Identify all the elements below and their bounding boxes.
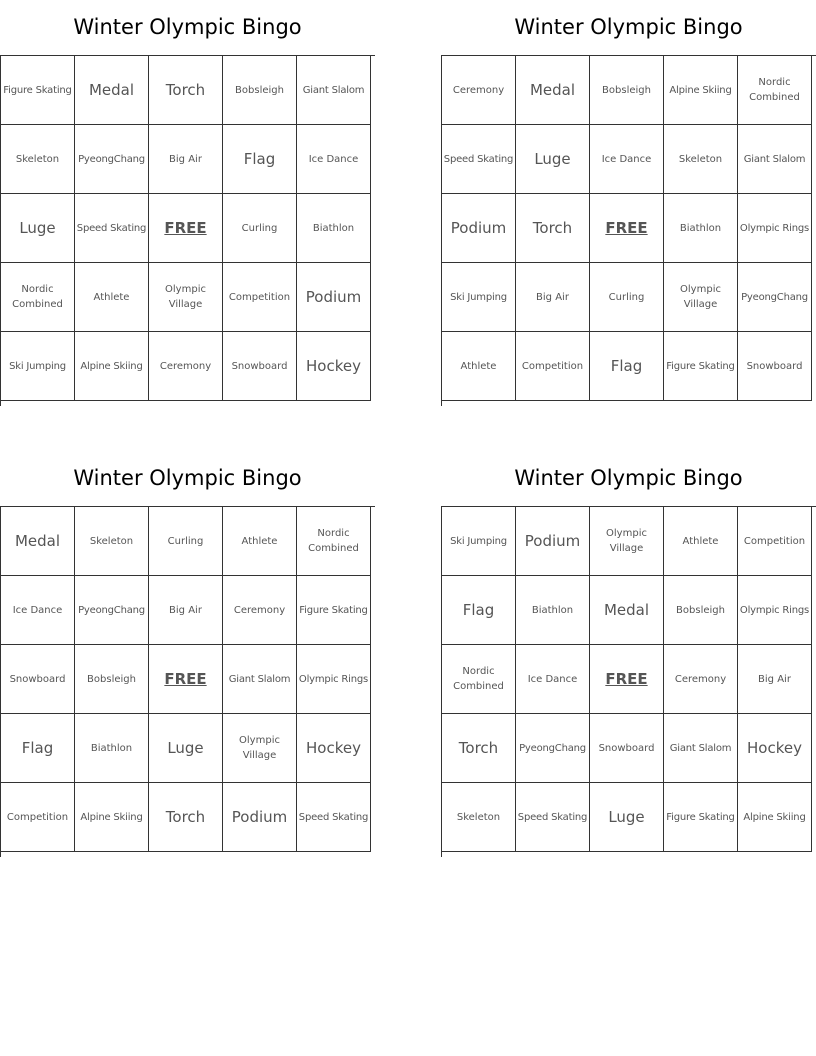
- bingo-cell: Big Air: [149, 125, 223, 194]
- bingo-cell: Nordic Combined: [297, 507, 371, 576]
- bingo-cell: Alpine Skiing: [75, 332, 149, 401]
- bingo-cell: Figure Skating: [1, 56, 75, 125]
- bingo-cell: Hockey: [297, 332, 371, 401]
- bingo-cell: Olympic Rings: [738, 194, 812, 263]
- bingo-cell: Flag: [442, 576, 516, 645]
- bingo-cell: Nordic Combined: [738, 56, 812, 125]
- bingo-cell: Luge: [1, 194, 75, 263]
- bingo-cell: Biathlon: [516, 576, 590, 645]
- bingo-cell: Ceremony: [223, 576, 297, 645]
- card-title: Winter Olympic Bingo: [73, 466, 302, 490]
- bingo-cell: Medal: [590, 576, 664, 645]
- bingo-cell: Bobsleigh: [223, 56, 297, 125]
- bingo-cell: PyeongChang: [516, 714, 590, 783]
- bingo-cell: Athlete: [75, 263, 149, 332]
- bingo-cell: Speed Skating: [442, 125, 516, 194]
- bingo-cell: Podium: [442, 194, 516, 263]
- bingo-cell: Ceremony: [664, 645, 738, 714]
- bingo-cell: Biathlon: [297, 194, 371, 263]
- bingo-cell: Skeleton: [442, 783, 516, 852]
- bingo-cell: Medal: [516, 56, 590, 125]
- bingo-cell: Figure Skating: [297, 576, 371, 645]
- bingo-cell: Alpine Skiing: [75, 783, 149, 852]
- bingo-cell: Snowboard: [1, 645, 75, 714]
- bingo-grid: [0, 55, 375, 406]
- free-space-cell: FREE: [590, 645, 664, 714]
- bingo-cell: Olympic Village: [590, 507, 664, 576]
- card-title: Winter Olympic Bingo: [514, 466, 743, 490]
- bingo-cell: Alpine Skiing: [738, 783, 812, 852]
- bingo-cell: Flag: [590, 332, 664, 401]
- bingo-cell: Olympic Village: [223, 714, 297, 783]
- bingo-cell: Torch: [149, 56, 223, 125]
- bingo-cell: Flag: [1, 714, 75, 783]
- bingo-cell: Biathlon: [75, 714, 149, 783]
- bingo-cell: Figure Skating: [664, 332, 738, 401]
- bingo-cell: Luge: [149, 714, 223, 783]
- bingo-cell: Podium: [223, 783, 297, 852]
- bingo-cell: Olympic Rings: [297, 645, 371, 714]
- bingo-cell: Skeleton: [75, 507, 149, 576]
- bingo-cell: PyeongChang: [738, 263, 812, 332]
- bingo-cell: Speed Skating: [75, 194, 149, 263]
- bingo-cell: Ceremony: [149, 332, 223, 401]
- bingo-cell: Giant Slalom: [297, 56, 371, 125]
- bingo-cell: Speed Skating: [516, 783, 590, 852]
- bingo-cell: Olympic Village: [664, 263, 738, 332]
- bingo-cell: Competition: [516, 332, 590, 401]
- bingo-cell: Alpine Skiing: [664, 56, 738, 125]
- bingo-cell: Ice Dance: [297, 125, 371, 194]
- bingo-cell: Big Air: [738, 645, 812, 714]
- bingo-cell: Skeleton: [1, 125, 75, 194]
- bingo-cell: Snowboard: [738, 332, 812, 401]
- bingo-cell: Ceremony: [442, 56, 516, 125]
- card-title: Winter Olympic Bingo: [73, 15, 302, 39]
- bingo-cell: Snowboard: [590, 714, 664, 783]
- bingo-cell: Competition: [223, 263, 297, 332]
- bingo-cell: Athlete: [223, 507, 297, 576]
- bingo-cell: Luge: [516, 125, 590, 194]
- bingo-cell: Olympic Rings: [738, 576, 812, 645]
- bingo-cell: Podium: [516, 507, 590, 576]
- bingo-cell: Podium: [297, 263, 371, 332]
- free-space-cell: FREE: [149, 645, 223, 714]
- bingo-cell: Luge: [590, 783, 664, 852]
- bingo-cell: Curling: [590, 263, 664, 332]
- bingo-cell: Ski Jumping: [1, 332, 75, 401]
- bingo-cell: Ice Dance: [516, 645, 590, 714]
- bingo-cell: Bobsleigh: [75, 645, 149, 714]
- bingo-cell: Athlete: [442, 332, 516, 401]
- bingo-cell: PyeongChang: [75, 576, 149, 645]
- bingo-cell: Ski Jumping: [442, 263, 516, 332]
- bingo-cell: Ice Dance: [1, 576, 75, 645]
- bingo-cell: Figure Skating: [664, 783, 738, 852]
- bingo-cell: Skeleton: [664, 125, 738, 194]
- bingo-cell: Snowboard: [223, 332, 297, 401]
- bingo-grid: [0, 506, 375, 857]
- bingo-cell: Big Air: [149, 576, 223, 645]
- bingo-grid: [441, 506, 816, 857]
- bingo-cell: Giant Slalom: [223, 645, 297, 714]
- bingo-cell: Ski Jumping: [442, 507, 516, 576]
- bingo-cell: Nordic Combined: [1, 263, 75, 332]
- bingo-cell: Curling: [149, 507, 223, 576]
- bingo-cell: Bobsleigh: [590, 56, 664, 125]
- bingo-cell: Big Air: [516, 263, 590, 332]
- card-title: Winter Olympic Bingo: [514, 15, 743, 39]
- bingo-cell: Biathlon: [664, 194, 738, 263]
- bingo-cell: Speed Skating: [297, 783, 371, 852]
- bingo-cell: Athlete: [664, 507, 738, 576]
- bingo-cell: Olympic Village: [149, 263, 223, 332]
- bingo-cell: Torch: [442, 714, 516, 783]
- bingo-cell: Ice Dance: [590, 125, 664, 194]
- bingo-cell: Giant Slalom: [664, 714, 738, 783]
- bingo-cell: Medal: [1, 507, 75, 576]
- free-space-cell: FREE: [590, 194, 664, 263]
- bingo-cell: Nordic Combined: [442, 645, 516, 714]
- bingo-cell: Flag: [223, 125, 297, 194]
- bingo-cell: Torch: [149, 783, 223, 852]
- bingo-cell: Hockey: [297, 714, 371, 783]
- bingo-cell: Competition: [1, 783, 75, 852]
- bingo-cell: Torch: [516, 194, 590, 263]
- free-space-cell: FREE: [149, 194, 223, 263]
- bingo-cell: Giant Slalom: [738, 125, 812, 194]
- bingo-cell: PyeongChang: [75, 125, 149, 194]
- bingo-cell: Curling: [223, 194, 297, 263]
- bingo-cell: Bobsleigh: [664, 576, 738, 645]
- bingo-grid: [441, 55, 816, 406]
- bingo-cell: Competition: [738, 507, 812, 576]
- bingo-cell: Medal: [75, 56, 149, 125]
- bingo-cell: Hockey: [738, 714, 812, 783]
